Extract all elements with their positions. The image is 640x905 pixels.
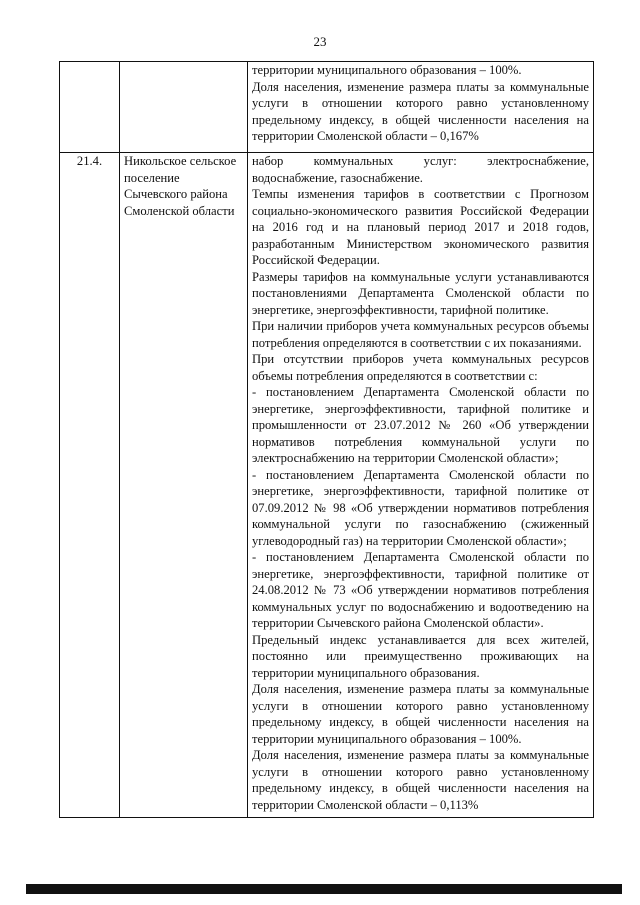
- place-line: Сычевского района: [124, 187, 228, 201]
- row-place-cell: [120, 62, 248, 153]
- paragraph: Доля населения, изменение размера платы за коммунальные услуги в отношении которого равно установленному предельному индексу, в общей численности населения на территории Смоленской области – 0,113%: [252, 748, 589, 812]
- paragraph: Темпы изменения тарифов в соответствии с Прогнозом социально-экономического развития Российской Федерации на 2016 год и на плановый период 2017 и 2018 годов, разработанным Министерством экономического развития Российской Федерации.: [252, 187, 589, 267]
- row-text-cell: [248, 62, 594, 153]
- paragraph: Доля населения, изменение размера платы за коммунальные услуги в отношении которого равно установленному предельному индексу, в общей численности населения на территории Смоленской области – 0,167%: [252, 79, 589, 143]
- row-number-cell: [60, 62, 120, 153]
- paragraph: Размеры тарифов на коммунальные услуги устанавливаются постановлениями Департамента Смоленской области по энергетике, энергоэффективности, тарифной политике.: [252, 269, 589, 317]
- paragraph: При отсутствии приборов учета коммунальных ресурсов объемы потребления определяются в соответствии с:: [252, 352, 589, 383]
- page-number: 23: [313, 34, 327, 49]
- row-number-cell: 21.4.: [60, 153, 120, 818]
- tariff-table: [59, 61, 594, 818]
- paragraph: При наличии приборов учета коммунальных ресурсов объемы потребления определяются в соответствии с их показаниями.: [252, 319, 589, 350]
- row-text-cell: [248, 153, 594, 818]
- paragraph: - постановлением Департамента Смоленской области по энергетике, энергоэффективности, тарифной политике от 24.08.2012 № 73 «Об утверждении нормативов потребления коммунальных услуг по водоснабжению и водоотведению на территории Сычевского района Смоленской области».: [252, 550, 589, 630]
- paragraph: Предельный индекс устанавливается для всех жителей, постоянно или преимущественно проживающих на территории муниципального образования.: [252, 632, 589, 680]
- place-line: Смоленской области: [124, 203, 235, 218]
- row-place-cell: [120, 153, 248, 818]
- paragraph: Доля населения, изменение размера платы за коммунальные услуги в отношении которого равно установленному предельному индексу, в общей численности населения на территории муниципального образования – 100%.: [252, 682, 589, 746]
- scan-edge-bar: [26, 884, 622, 894]
- paragraph: - постановлением Департамента Смоленской области по энергетике, энергоэффективности, тарифной политике и промышленности от 23.07.2012 № 260 «Об утверждении нормативов потребления коммунальной услуги по электроснабжению на территории Смоленской области»;: [252, 385, 589, 465]
- paragraph: - постановлением Департамента Смоленской области по энергетике, энергоэффективности, тарифной политике от 07.09.2012 № 98 «Об утверждении нормативов потребления коммунальной услуги по газоснабжению (сжиженный углеводородный газ) на территории Смоленской области»;: [252, 467, 589, 548]
- paragraph: территории муниципального образования – 100%.: [252, 63, 522, 77]
- table-row: [60, 153, 594, 818]
- paragraph: набор коммунальных услуг: электроснабжение, водоснабжение, газоснабжение.: [252, 154, 589, 185]
- place-line: Никольское сельское поселение: [124, 154, 237, 185]
- table-row: [60, 62, 594, 153]
